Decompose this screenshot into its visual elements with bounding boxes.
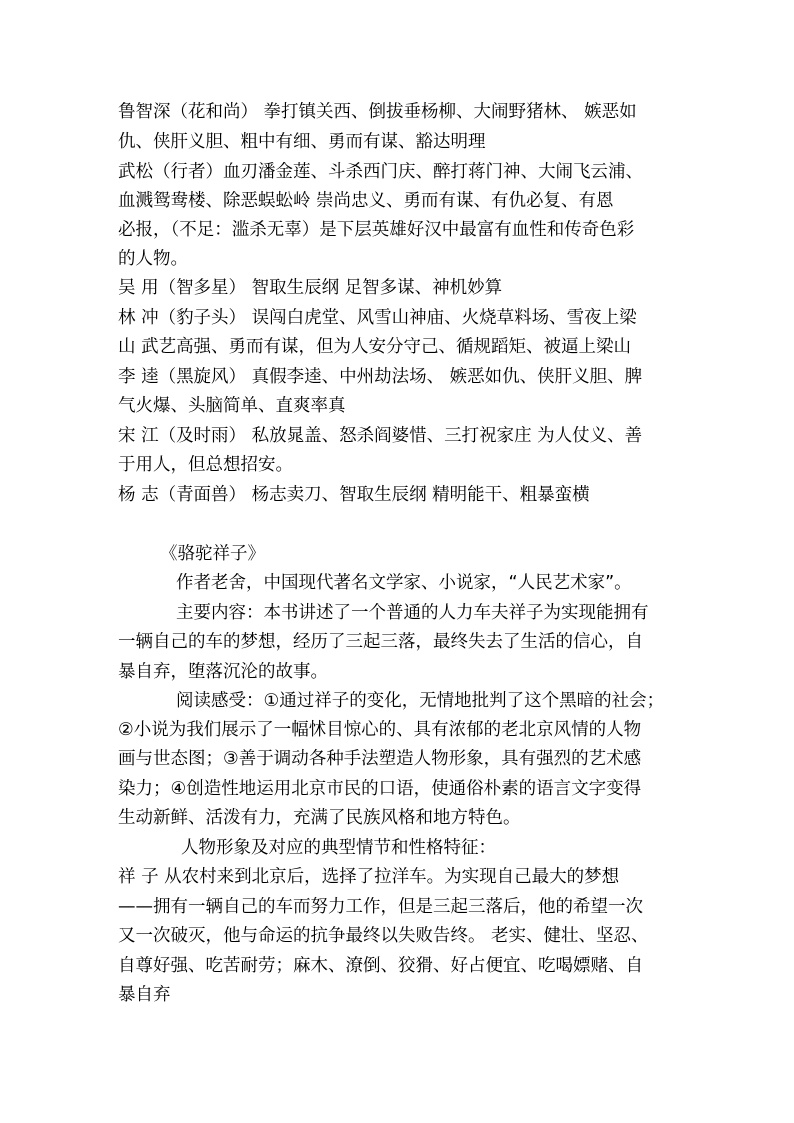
- water-margin-line: 必报，（不足：滥杀无辜）是下层英雄好汉中最富有血性和传奇色彩: [118, 220, 635, 240]
- reading-feeling-line: 染力；④创造性地运用北京市民的口语，使通俗朴素的语言文字变得: [118, 779, 642, 799]
- reading-feeling-line: 阅读感受：①通过祥子的变化，无情地批判了这个黑暗的社会；: [176, 691, 665, 711]
- water-margin-line: 鲁智深（花和尚） 拳打镇关西、倒拔垂杨柳、大闹野猪林、 嫉恶如: [118, 102, 637, 122]
- water-margin-line: 李 逵（黑旋风） 真假李逵、中州劫法场、 嫉恶如仇、侠肝义胆、脾: [118, 367, 643, 387]
- xiangzi-line: 暴自弃: [118, 985, 171, 1005]
- water-margin-line: 的人物。: [118, 249, 188, 269]
- summary-line: 暴自弃，堕落沉沦的故事。: [118, 662, 328, 682]
- water-margin-line: 吴 用（智多星） 智取生辰纲 足智多谋、神机妙算: [118, 278, 503, 298]
- water-margin-line: 杨 志（青面兽） 杨志卖刀、智取生辰纲 精明能干、粗暴蛮横: [118, 485, 590, 505]
- water-margin-line: 气火爆、头脑简单、直爽率真: [118, 396, 346, 416]
- xiangzi-line: ——拥有一辆自己的车而努力工作，但是三起三落后，他的希望一次: [118, 897, 643, 917]
- xiangzi-line: 又一次破灭，他与命运的抗争最终以失败告终。 老实、健壮、坚忍、: [118, 926, 649, 946]
- reading-feeling-line: ②小说为我们展示了一幅怵目惊心的、具有浓郁的老北京风情的人物: [118, 720, 642, 740]
- characters-heading: 人物形象及对应的典型情节和性格特征：: [181, 838, 496, 858]
- summary-line: 一辆自己的车的梦想，经历了三起三落，最终失去了生活的信心，自: [118, 632, 643, 652]
- water-margin-line: 于用人，但总想招安。: [118, 455, 293, 475]
- water-margin-line: 武松（行者）血刃潘金莲、斗杀西门庆、醉打蒋门神、大闹飞云浦、: [118, 162, 643, 182]
- xiangzi-line: 自尊好强、吃苦耐劳；麻木、潦倒、狡猾、好占便宜、吃喝嫖赌、自: [118, 956, 643, 976]
- water-margin-line: 血溅鸳鸯楼、除恶蜈蚣岭 崇尚忠义、勇而有谋、有仇必复、有恩: [118, 191, 614, 211]
- reading-feeling-line: 画与世态图；③善于调动各种手法塑造人物形象，具有强烈的艺术感: [118, 749, 642, 769]
- summary-line: 主要内容：本书讲述了一个普通的人力车夫祥子为实现能拥有: [176, 603, 649, 623]
- water-margin-line: 林 冲（豹子头） 误闯白虎堂、风雪山神庙、火烧草料场、雪夜上梁: [118, 308, 637, 328]
- xiangzi-line: 祥 子 从农村来到北京后，选择了拉洋车。为实现自己最大的梦想: [118, 867, 620, 887]
- reading-feeling-line: 生动新鲜、活泼有力，充满了民族风格和地方特色。: [118, 808, 521, 828]
- water-margin-line: 仇、侠肝义胆、粗中有细、勇而有谋、豁达明理: [118, 132, 486, 152]
- author-line: 作者老舍，中国现代著名文学家、小说家，“人民艺术家”。: [176, 573, 632, 593]
- water-margin-line: 宋 江（及时雨） 私放晁盖、怒杀阎婆惜、三打祝家庄 为人仗义、善: [118, 426, 643, 446]
- water-margin-line: 山 武艺高强、勇而有谋，但为人安分守己、循规蹈矩、被逼上梁山: [118, 337, 632, 357]
- book-title: 《骆驼祥子》: [160, 544, 265, 564]
